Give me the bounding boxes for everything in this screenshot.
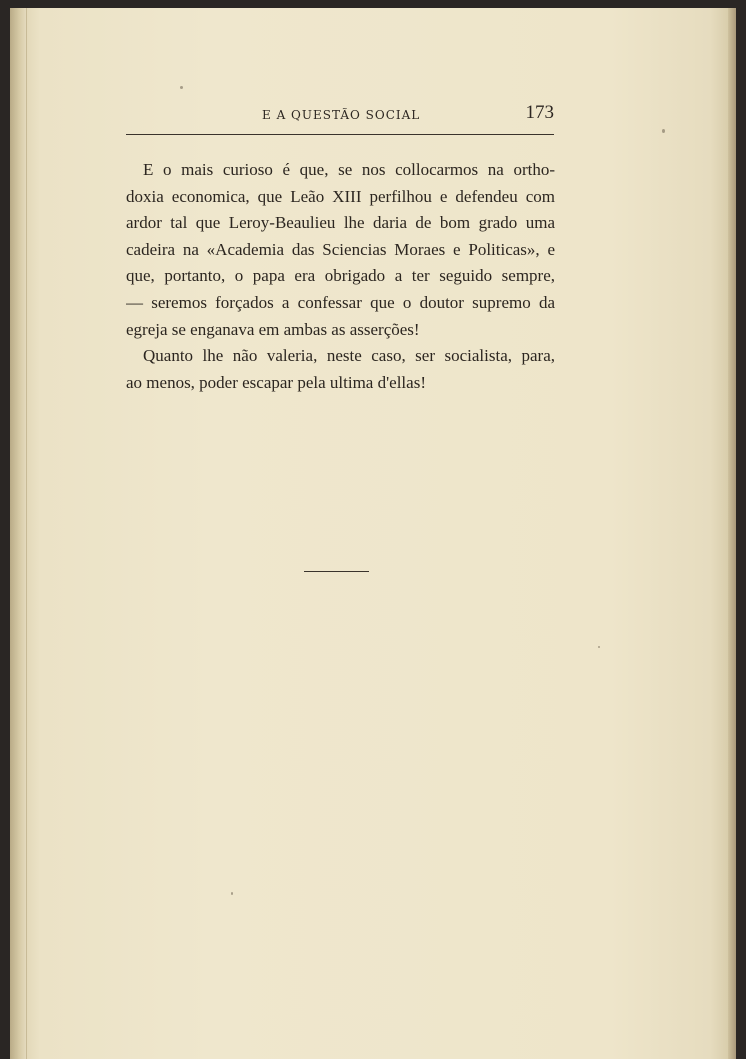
body-text <box>126 157 555 396</box>
text-line: que, portanto, o papa era obrigado a ter seguido sempre, <box>126 266 555 286</box>
text-line: doxia economica, que Leão XIII perfilhou e defendeu com <box>126 186 555 206</box>
binding-gutter <box>10 8 27 1059</box>
paper-speck <box>180 86 183 89</box>
running-header-title: E A QUESTÃO SOCIAL <box>262 108 421 122</box>
header-rule <box>126 134 554 135</box>
section-end-rule <box>304 571 369 572</box>
text-line: — seremos forçados a confessar que o doutor supremo da <box>126 292 555 312</box>
page-edge <box>728 8 736 1059</box>
paper-speck <box>662 129 665 133</box>
paper-speck <box>598 646 600 648</box>
page-number: 173 <box>525 102 554 123</box>
text-line: ardor tal que Leroy-Beaulieu lhe daria de bom grado uma <box>126 213 555 233</box>
paper-speck <box>231 892 233 895</box>
text-line: Quanto lhe não valeria, neste caso, ser socialista, para, <box>143 346 555 366</box>
text-line: cadeira na «Academia das Sciencias Moraes e Politicas», e <box>126 239 555 259</box>
running-header <box>126 102 554 132</box>
text-line: E o mais curioso é que, se nos collocarmos na ortho- <box>143 160 555 179</box>
text-line: ao menos, poder escapar pela ultima d'ellas! <box>126 372 426 392</box>
text-line: egreja se enganava em ambas as asserções! <box>126 319 420 339</box>
